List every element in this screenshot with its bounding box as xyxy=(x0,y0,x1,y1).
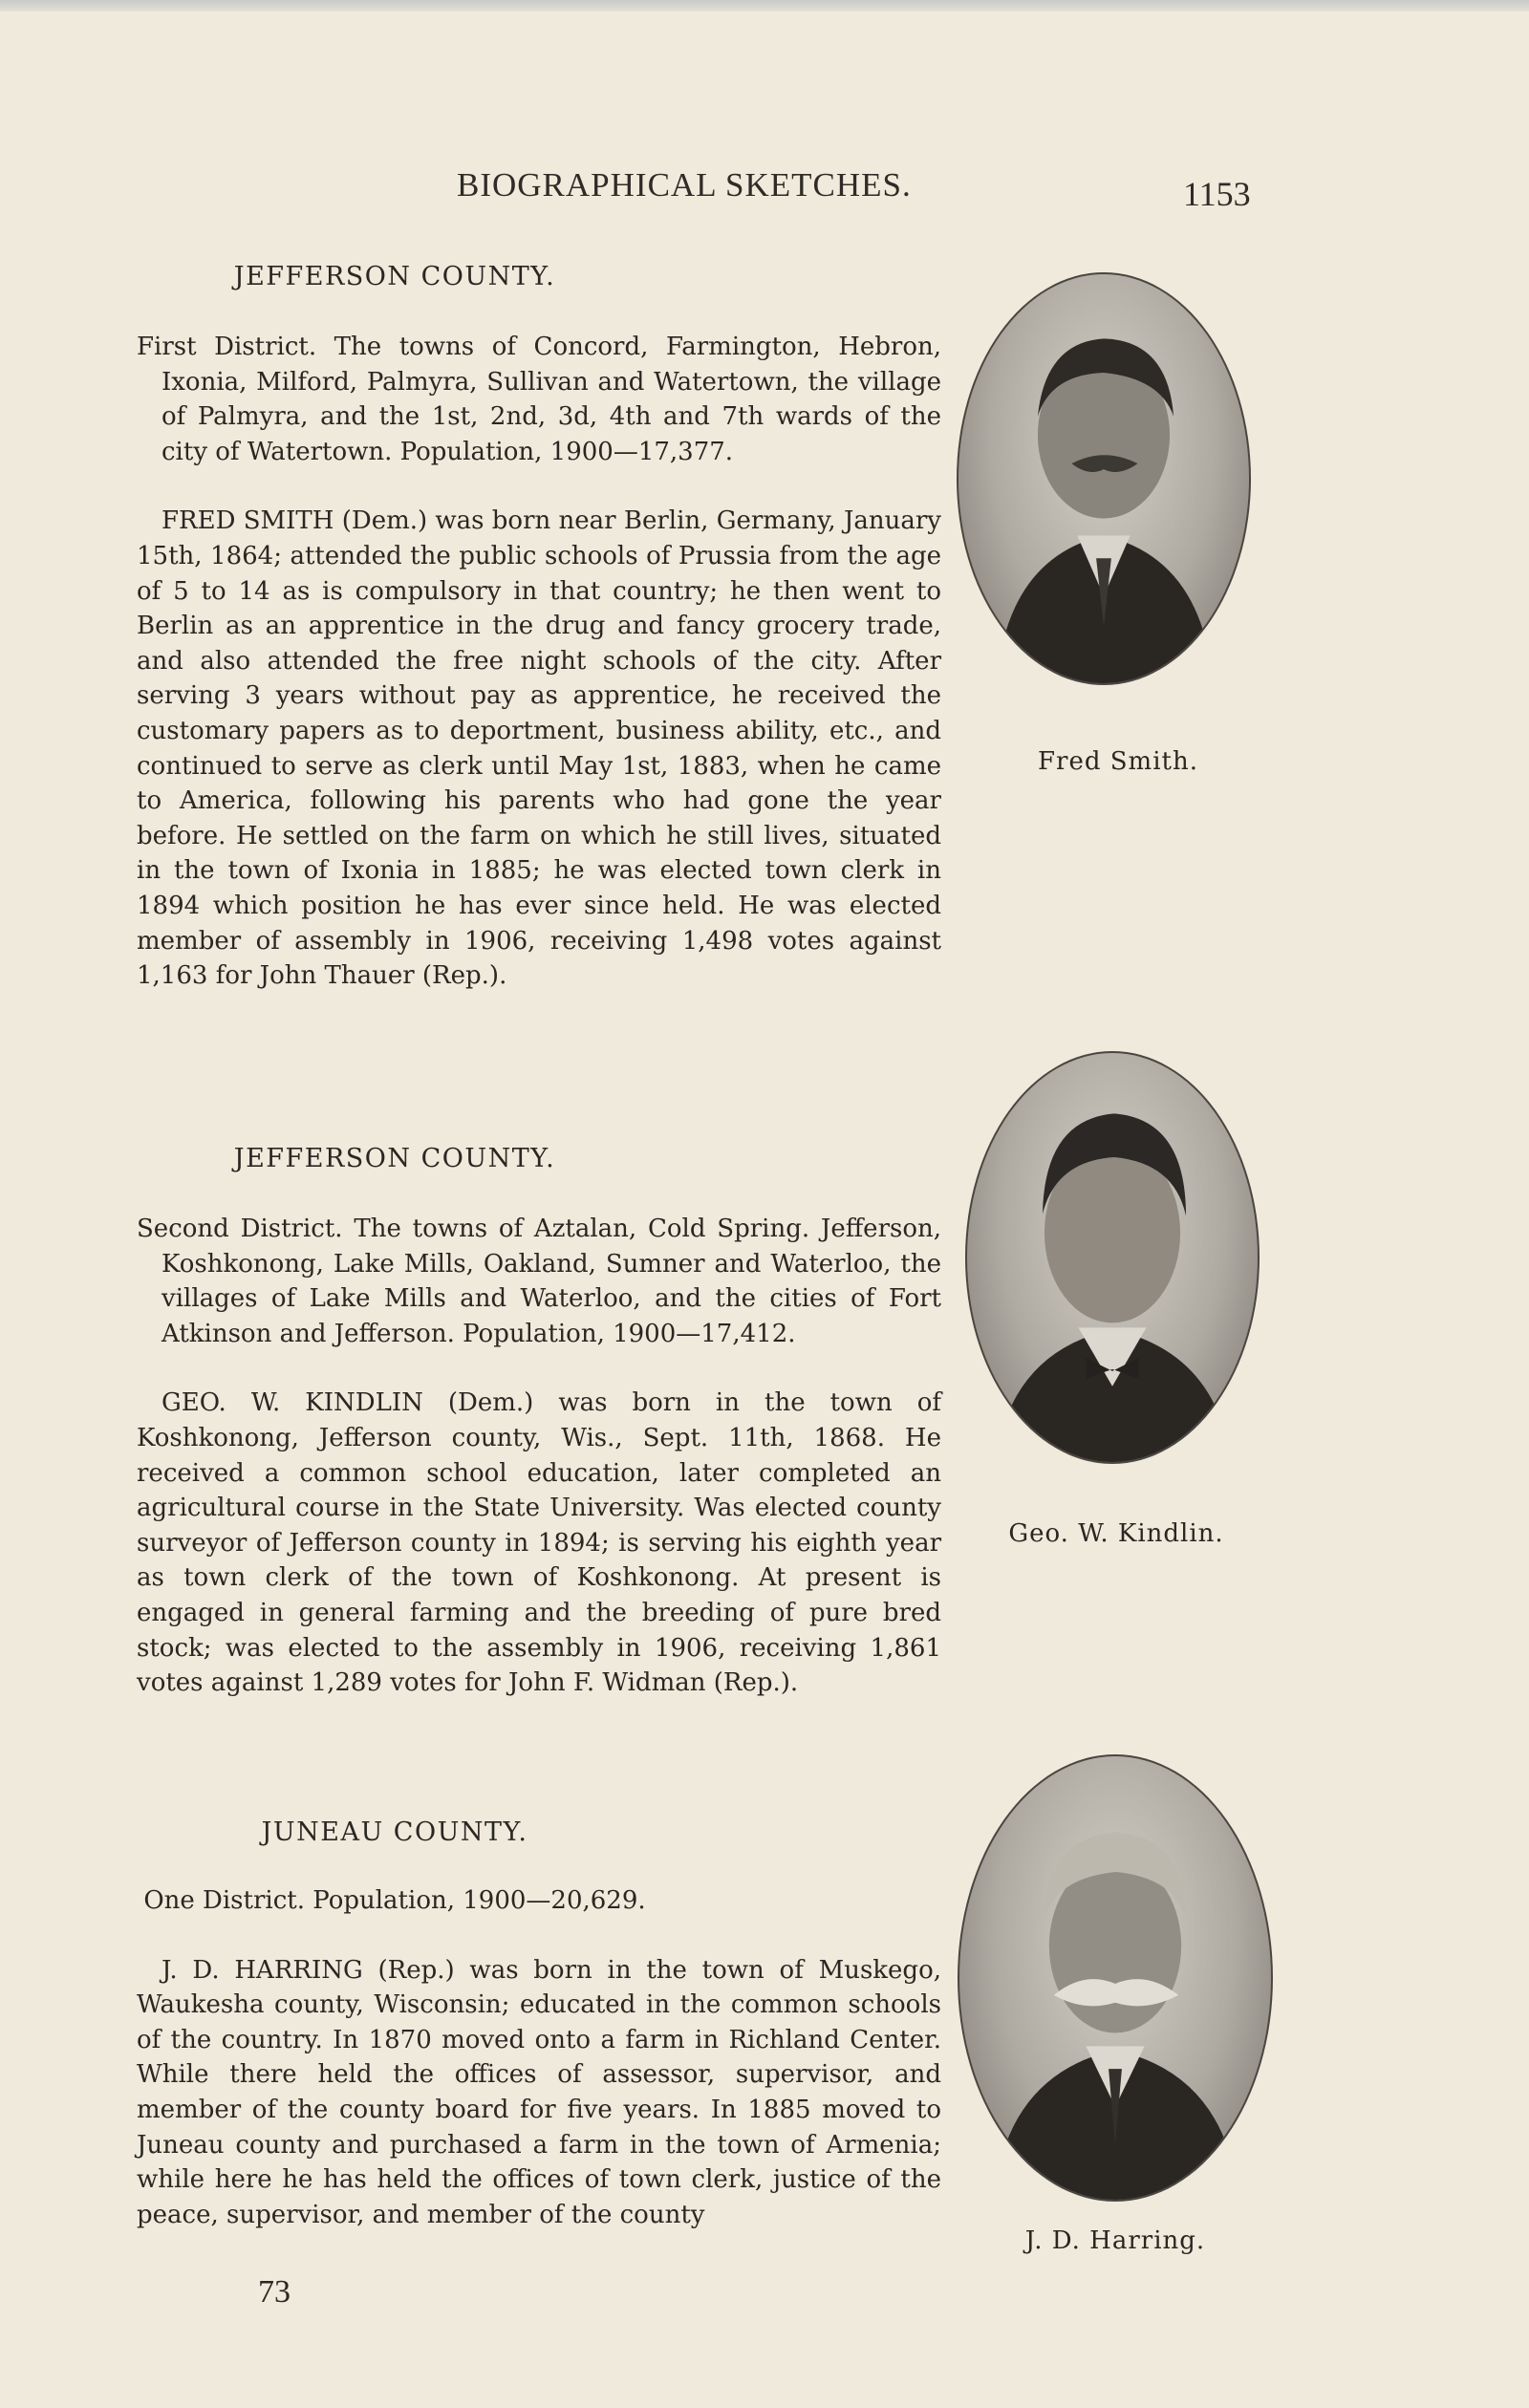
section-jefferson-first xyxy=(137,258,941,296)
section-jefferson-second-body xyxy=(137,1212,941,1701)
section-jefferson-second xyxy=(137,1140,941,1178)
district-description: One District. Population, 1900—20,629. xyxy=(143,1886,646,1915)
section-juneau-body xyxy=(137,1883,941,2232)
biography-text: FRED SMITH (Dem.) was born near Berlin, Germany, January 15th, 1864; attended the public schools of Prussia from the age of 5 to 14 as is compulsory in that country; he then went to Berlin as an apprentice in the drug and fancy grocery trade, and also attended the free night schools of the city. After serving 3 years without pay as apprentice, he received the customary papers as to deportment, business ability, etc., and continued to serve as clerk until May 1st, 1883, when he came to America, following his parents who had gone the year before. He settled on the farm on which he still lives, situated in the town of Ixonia in 1885; he was elected town clerk in 1894 which position he has ever since held. He was elected member of assembly in 1906, receiving 1,498 votes against 1,163 for John Thauer (Rep.). xyxy=(137,506,941,991)
portrait-geo-w-kindlin xyxy=(965,1051,1260,1464)
portrait-caption: Geo. W. Kindlin. xyxy=(1008,1519,1224,1548)
page-number: 1153 xyxy=(1183,175,1251,213)
signature-mark: 73 xyxy=(258,2274,291,2310)
portrait-caption: J. D. Harring. xyxy=(1024,2226,1206,2255)
district-description: First District. The towns of Concord, Farmington, Hebron, Ixonia, Milford, Palmyra, Sullivan and Watertown, the village of Palmyra, and the 1st, 2nd, 3d, 4th and 7th wards of the city of Watertown. Population, 1900—17,377. xyxy=(137,333,941,466)
biography-text: J. D. HARRING (Rep.) was born in the town of Muskego, Waukesha county, Wisconsin; educated in the common schools of the country. In 1870 moved onto a farm in Richland Center. While there held the offices of assessor, supervisor, and member of the county board for five years. In 1885 moved to Juneau county and purchased a farm in the town of Armenia; while here he has held the offices of town clerk, justice of the peace, supervisor, and member of the county xyxy=(137,1955,941,2229)
portrait-caption: Fred Smith. xyxy=(1037,747,1198,776)
running-title: BIOGRAPHICAL SKETCHES. xyxy=(457,166,912,204)
section-heading: JEFFERSON COUNTY. xyxy=(233,262,556,291)
biography-text: GEO. W. KINDLIN (Dem.) was born in the town of Koshkonong, Jefferson county, Wis., Sept. 11th, 1868. He received a common school education, later completed an agricultural course in the State University. Was elected county surveyor of Jefferson county in 1894; is serving his eighth year as town clerk of the town of Koshkonong. At present is engaged in general farming and the breeding of pure bred stock; was elected to the assembly in 1906, receiving 1,861 votes against 1,289 votes for John F. Widman (Rep.). xyxy=(137,1388,941,1698)
section-heading: JUNEAU COUNTY. xyxy=(261,1817,528,1847)
district-description: Second District. The towns of Aztalan, Cold Spring. Jefferson, Koshkonong, Lake Mills, Oakland, Sumner and Waterloo, the villages of Lake Mills and Waterloo, and the cities of Fort Atkinson and Jefferson. Population, 1900—17,412. xyxy=(137,1215,941,1348)
portrait-j-d-harring xyxy=(958,1754,1273,2202)
section-jefferson-first-body xyxy=(137,330,941,994)
running-head xyxy=(0,162,1529,213)
portrait-fred-smith xyxy=(957,272,1251,685)
section-juneau xyxy=(137,1814,941,1852)
section-heading: JEFFERSON COUNTY. xyxy=(233,1144,556,1173)
